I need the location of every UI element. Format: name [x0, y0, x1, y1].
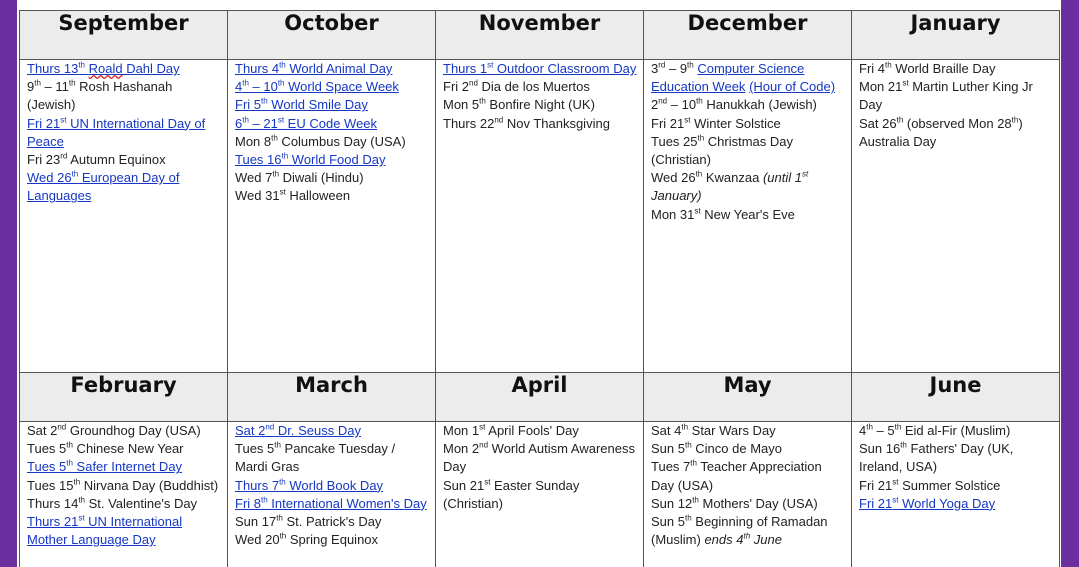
- event-item: Thurs 22nd Nov Thanksgiving: [443, 115, 610, 131]
- event-item: Fri 21st Winter Solstice: [651, 115, 781, 131]
- event-item: 9th – 11th Rosh Hashanah (Jewish): [27, 78, 173, 113]
- event-item[interactable]: Thurs 4th World Animal Day: [235, 60, 393, 76]
- event-item: Sun 5th Beginning of Ramadan (Muslim) ends 4th June: [651, 513, 828, 548]
- event-item: 4th – 5th Eid al-Fir (Muslim): [859, 422, 1011, 438]
- event-item[interactable]: Sat 2nd Dr. Seuss Day: [235, 422, 361, 438]
- row1-headers: [20, 11, 1060, 60]
- event-item: Fri 2nd Dia de los Muertos: [443, 78, 590, 95]
- event-item[interactable]: Fri 21st UN International Day of Peace: [27, 115, 206, 149]
- month-events-march: [228, 422, 436, 567]
- event-item[interactable]: Tues 5th Safer Internet Day: [27, 459, 183, 475]
- month-header-january: January: [852, 11, 1060, 60]
- event-item: Sun 21st Easter Sunday (Christian): [443, 477, 580, 511]
- event-item: Tues 15th Nirvana Day (Buddhist): [27, 477, 219, 493]
- event-item: Wed 7th Diwali (Hindu): [235, 169, 364, 186]
- month-events-november: [436, 60, 644, 373]
- month-events-february: [20, 422, 228, 567]
- month-events-june: [852, 422, 1060, 567]
- month-header-february: February: [20, 373, 228, 422]
- month-events-december: [644, 60, 852, 373]
- event-item: Thurs 14th St. Valentine's Day: [27, 495, 198, 511]
- event-item: Wed 20th Spring Equinox: [235, 531, 379, 548]
- row1-events: [20, 60, 1060, 373]
- month-header-may: May: [644, 373, 852, 422]
- event-item: Tues 25th Christmas Day (Christian): [651, 133, 794, 168]
- event-item[interactable]: Fri 8th International Women's Day: [235, 495, 427, 511]
- month-events-october: [228, 60, 436, 373]
- event-item: Tues 5th Chinese New Year: [27, 440, 184, 457]
- event-item: Mon 2nd World Autism Awareness Day: [443, 440, 635, 475]
- event-item[interactable]: Thurs 13th Roald Dahl Day: [27, 60, 180, 76]
- event-item[interactable]: 6th – 21st EU Code Week: [235, 115, 378, 131]
- month-header-june: June: [852, 373, 1060, 422]
- event-item: Mon 21st Martin Luther King Jr Day: [859, 78, 1033, 113]
- month-header-december: December: [644, 11, 852, 60]
- month-header-september: September: [20, 11, 228, 60]
- month-header-april: April: [436, 373, 644, 422]
- event-item[interactable]: Thurs 1st Outdoor Classroom Day: [443, 60, 637, 76]
- event-item: Mon 31st New Year's Eve: [651, 206, 795, 222]
- event-item[interactable]: 4th – 10th World Space Week: [235, 78, 399, 95]
- event-item: Fri 4th World Braille Day: [859, 60, 996, 76]
- event-item: Tues 7th Teacher Appreciation Day (USA): [651, 459, 822, 493]
- month-events-april: [436, 422, 644, 567]
- event-item: Sun 16th Fathers' Day (UK, Ireland, USA): [859, 440, 1014, 475]
- event-item[interactable]: Thurs 21st UN International Mother Language Day: [27, 513, 183, 548]
- month-header-october: October: [228, 11, 436, 60]
- event-item: Mon 1st April Fools' Day: [443, 422, 579, 438]
- event-item: Sat 26th (observed Mon 28th) Australia Day: [859, 115, 1023, 149]
- event-item: Sat 4th Star Wars Day: [651, 422, 776, 438]
- event-item: Sun 5th Cinco de Mayo: [651, 440, 782, 457]
- event-item: Wed 26th Kwanzaa (until 1st January): [651, 169, 809, 204]
- event-item: Tues 5th Pancake Tuesday / Mardi Gras: [235, 440, 396, 475]
- month-events-january: [852, 60, 1060, 373]
- event-item: Fri 23rd Autumn Equinox: [27, 151, 166, 168]
- event-item[interactable]: Tues 16th World Food Day: [235, 151, 386, 168]
- calendar-sheet: [17, 0, 1061, 567]
- event-item[interactable]: Wed 26th European Day of Languages: [27, 169, 180, 204]
- event-item: 2nd – 10th Hanukkah (Jewish): [651, 97, 817, 113]
- row2-headers: [20, 373, 1060, 422]
- event-item: Mon 8th Columbus Day (USA): [235, 133, 406, 149]
- event-item[interactable]: 3rd – 9th Computer Science Education Week (Hour of Code): [651, 60, 836, 95]
- event-item[interactable]: Fri 5th World Smile Day: [235, 97, 368, 113]
- event-item: Sun 12th Mothers' Day (USA): [651, 495, 818, 511]
- month-events-september: [20, 60, 228, 373]
- month-header-november: November: [436, 11, 644, 60]
- event-item[interactable]: Fri 21st World Yoga Day: [859, 495, 996, 511]
- row2-events: [20, 422, 1060, 567]
- event-item: Fri 21st Summer Solstice: [859, 477, 1001, 493]
- event-item[interactable]: Thurs 7th World Book Day: [235, 477, 384, 493]
- event-item: Sat 2nd Groundhog Day (USA): [27, 422, 201, 438]
- event-item: Wed 31st Halloween: [235, 188, 351, 204]
- event-item: Sun 17th St. Patrick's Day: [235, 513, 382, 530]
- month-events-may: [644, 422, 852, 567]
- awareness-calendar-table: [19, 10, 1060, 567]
- event-item: Mon 5th Bonfire Night (UK): [443, 97, 595, 113]
- month-header-march: March: [228, 373, 436, 422]
